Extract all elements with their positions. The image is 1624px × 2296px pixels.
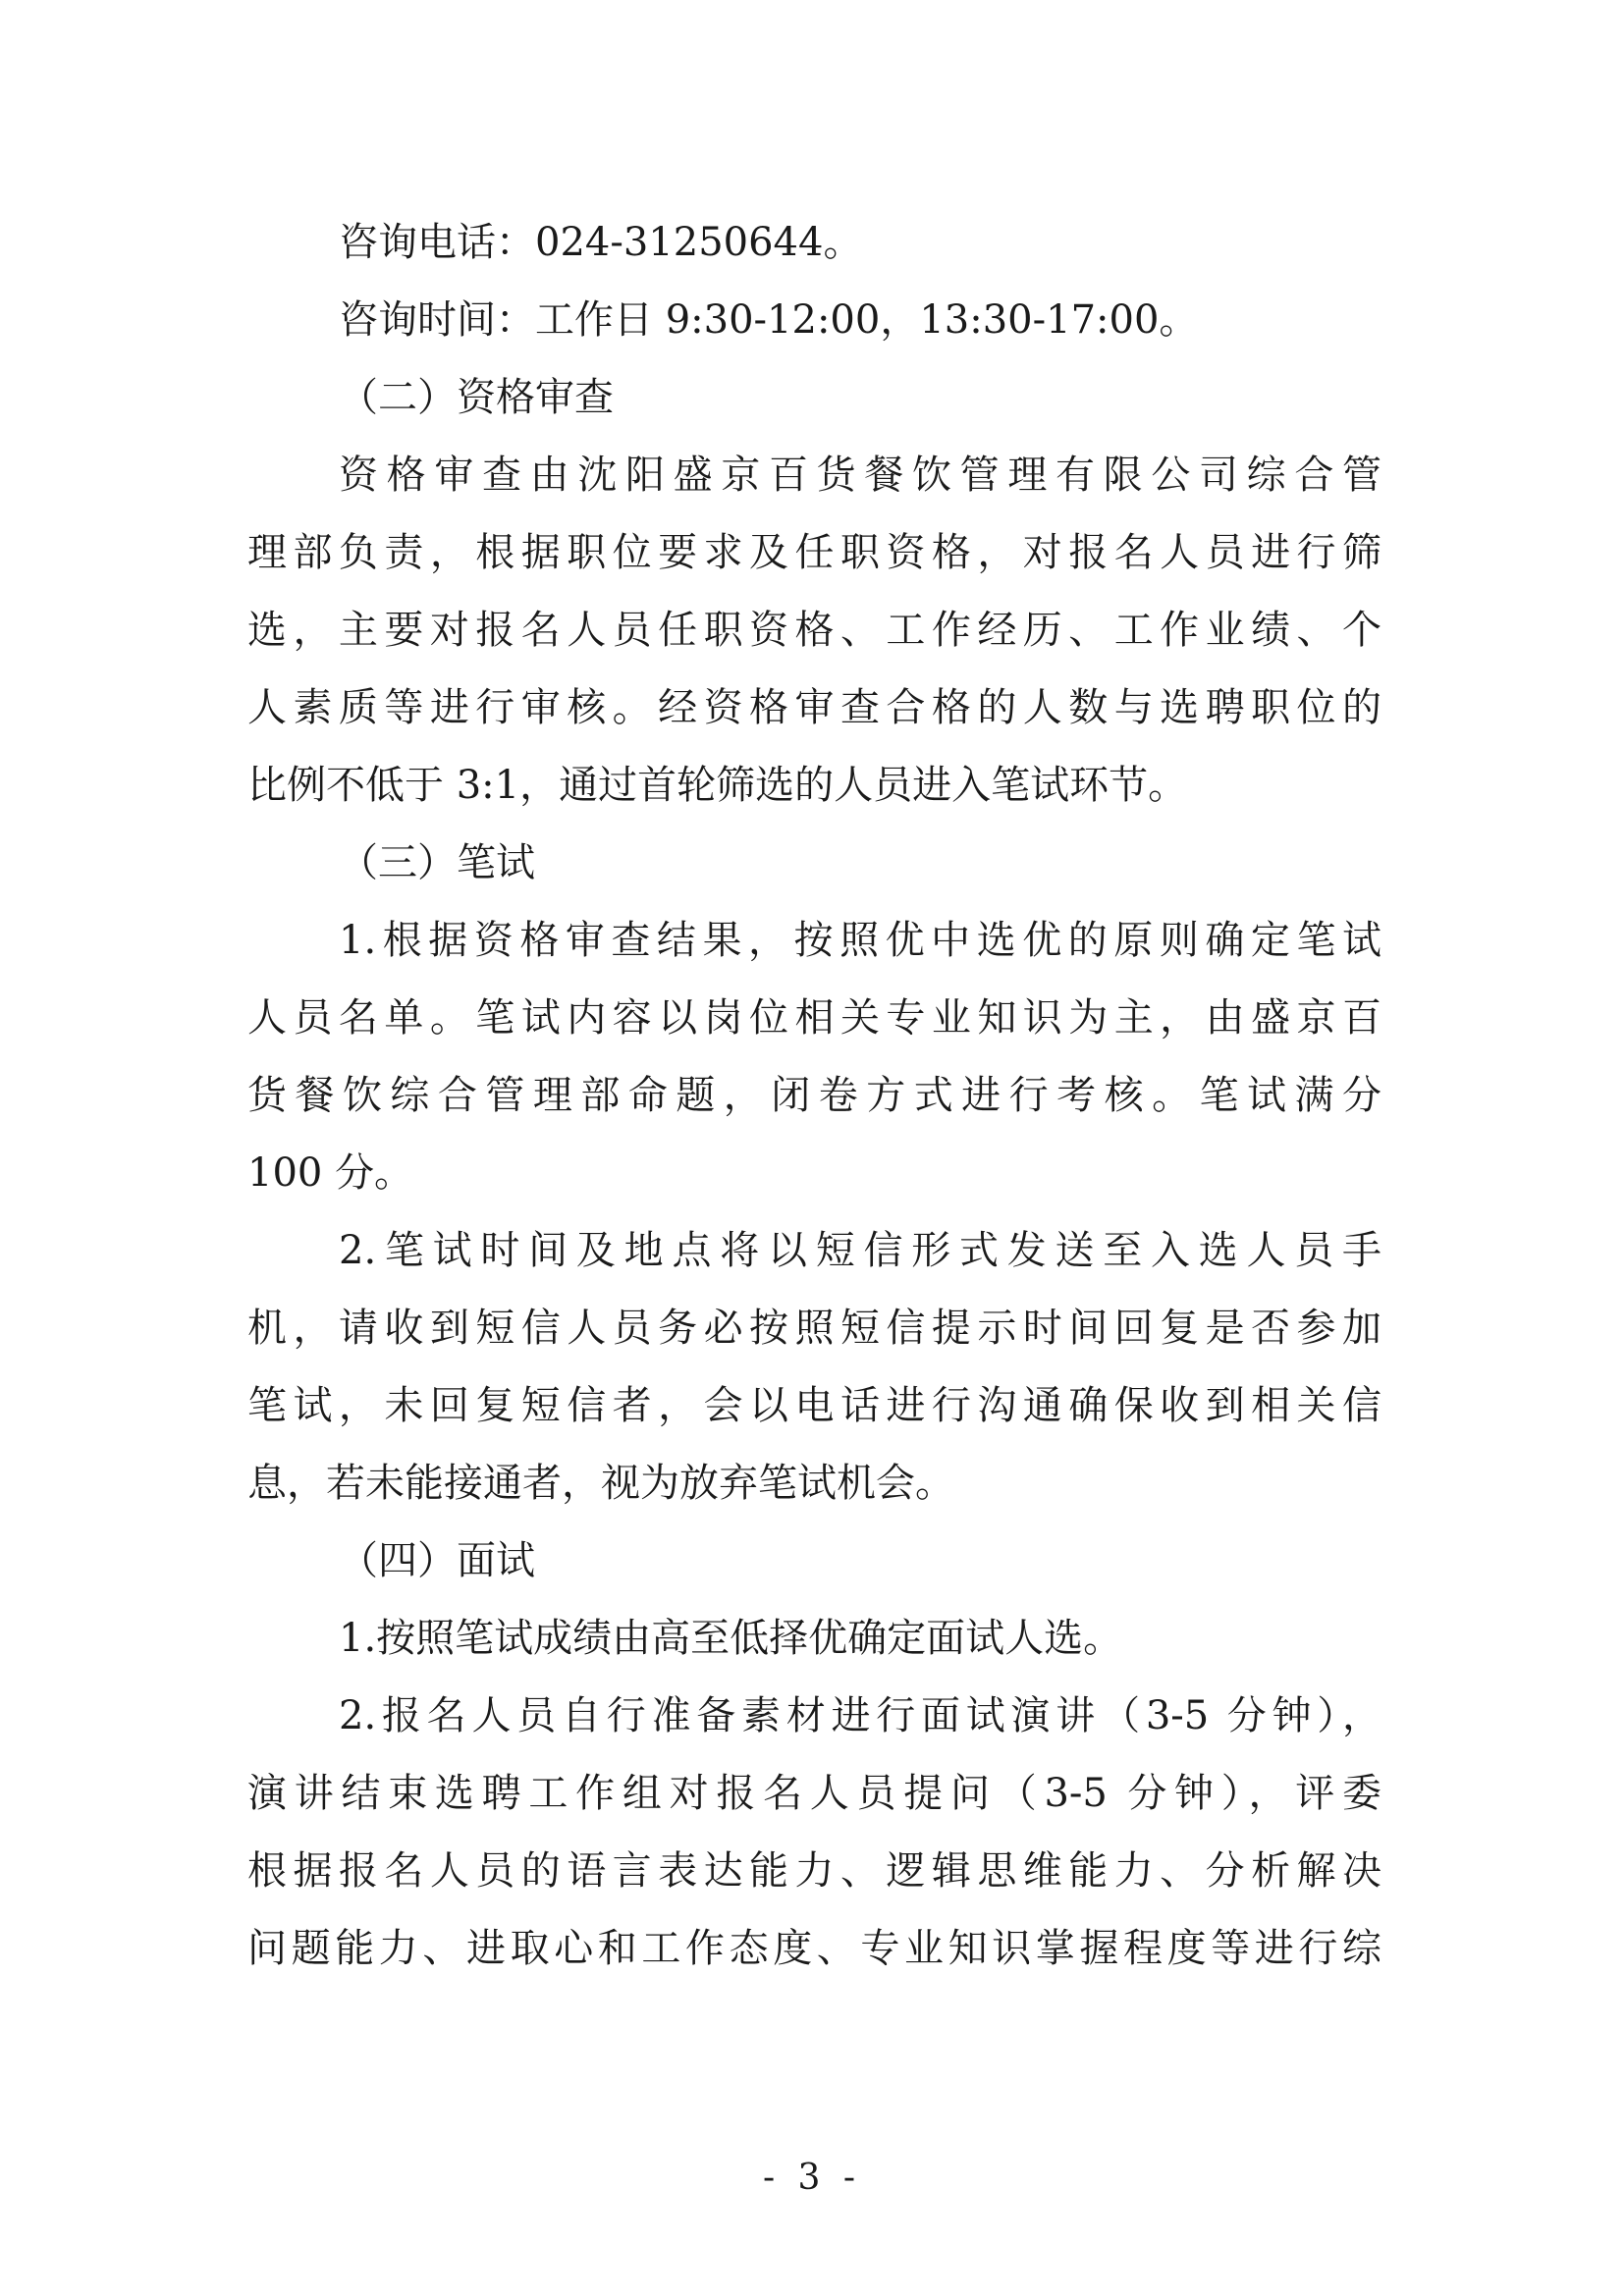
paragraph-line: 息，若未能接通者，视为放弃笔试机会。 <box>247 1461 954 1506</box>
paragraph-line: 演讲结束选聘工作组对报名人员提问（3-5 分钟），评委 <box>247 1771 1381 1816</box>
paragraph-line: 选，主要对报名人员任职资格、工作经历、工作业绩、个 <box>247 608 1381 653</box>
paragraph-line: 100 分。 <box>247 1150 414 1196</box>
consult-phone: 咨询电话：024-31250644。 <box>339 220 863 265</box>
paragraph-line: 机，请收到短信人员务必按照短信提示时间回复是否参加 <box>247 1306 1381 1351</box>
section-heading-written-test: （三）笔试 <box>339 840 535 885</box>
paragraph-line: 1.根据资格审查结果，按照优中选优的原则确定笔试 <box>339 918 1381 963</box>
paragraph-line: 人素质等进行审核。经资格审查合格的人数与选聘职位的 <box>247 685 1381 730</box>
paragraph-line: 2.笔试时间及地点将以短信形式发送至入选人员手 <box>339 1228 1381 1273</box>
paragraph-line: 1.按照笔试成绩由高至低择优确定面试人选。 <box>339 1616 1123 1661</box>
paragraph-line: 理部负责，根据职位要求及任职资格，对报名人员进行筛 <box>247 530 1381 575</box>
section-heading-qualification-review: （二）资格审查 <box>339 375 614 420</box>
paragraph-line: 货餐饮综合管理部命题，闭卷方式进行考核。笔试满分 <box>247 1073 1381 1118</box>
paragraph-line: 笔试，未回复短信者，会以电话进行沟通确保收到相关信 <box>247 1383 1381 1428</box>
paragraph-line: 问题能力、进取心和工作态度、专业知识掌握程度等进行综 <box>247 1926 1381 1971</box>
page-number: - 3 - <box>762 2158 862 2198</box>
paragraph-line: 资格审查由沈阳盛京百货餐饮管理有限公司综合管 <box>339 453 1381 498</box>
paragraph-line: 人员名单。笔试内容以岗位相关专业知识为主，由盛京百 <box>247 995 1381 1041</box>
section-heading-interview: （四）面试 <box>339 1538 535 1583</box>
paragraph-line: 2.报名人员自行准备素材进行面试演讲（3-5 分钟）， <box>339 1693 1381 1738</box>
paragraph-line: 根据报名人员的语言表达能力、逻辑思维能力、分析解决 <box>247 1848 1381 1894</box>
paragraph-line: 比例不低于 3:1，通过首轮筛选的人员进入笔试环节。 <box>247 763 1188 808</box>
consult-time: 咨询时间：工作日 9:30-12:00，13:30-17:00。 <box>339 297 1199 343</box>
